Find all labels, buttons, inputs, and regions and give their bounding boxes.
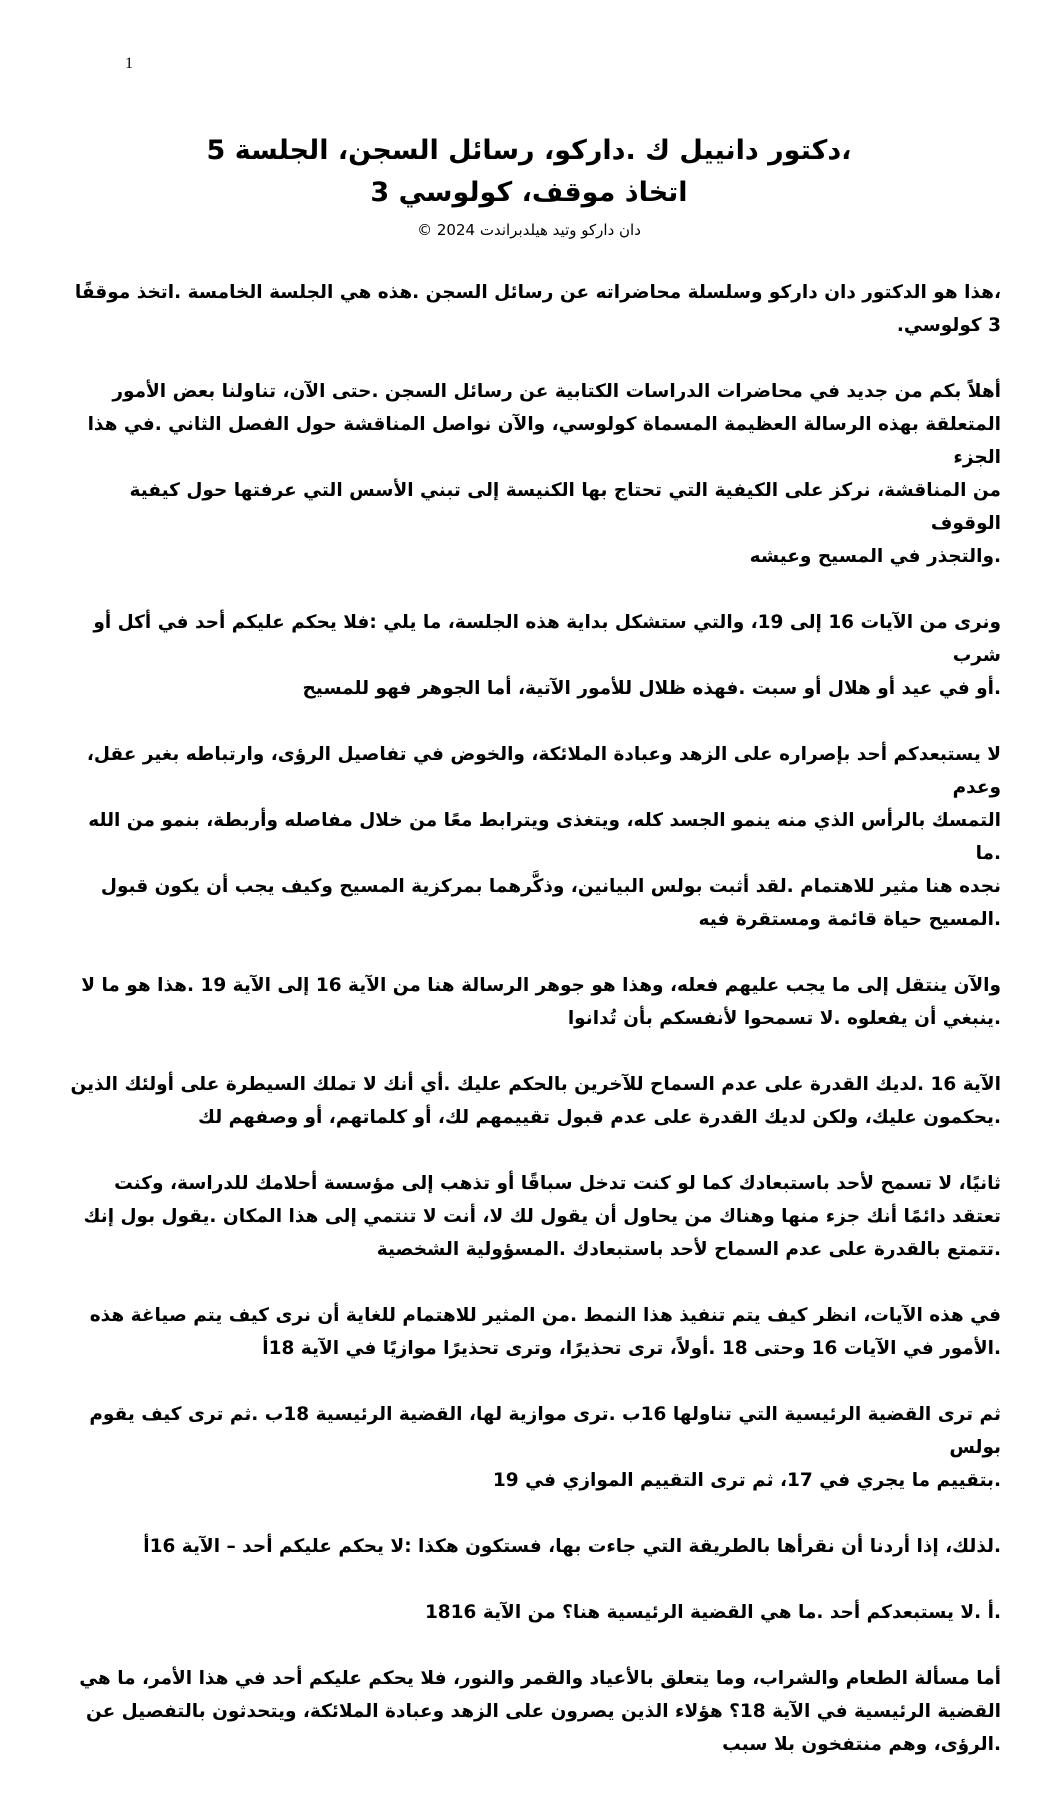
title-line-2: اتخاذ موقف، كولوسي 3 — [370, 177, 688, 208]
paragraph-line: 3 كولوسي. — [896, 315, 1001, 336]
paragraph-line: من المناقشة، نركز على الكيفية التي تحتاج بها الكنيسة إلى تبني الأسس التي عرفتها حول كيفية الوقوف — [129, 480, 1001, 534]
paragraph-line: القضية الرئيسية في الآية 18؟ هؤلاء الذين يصرون على الزهد وعبادة الملائكة، ويتحدثون بالتفصيل عن — [85, 1701, 1001, 1722]
paragraph — [57, 738, 1001, 936]
title-line-1: ،دكتور دانييل ك .داركو، رسائل السجن، الجلسة 5 — [206, 135, 852, 166]
paragraph-line: لا يستبعدكم أحد بإصراره على الزهد وعبادة الملائكة، والخوض في تفاصيل الرؤى، وارتباطه بغير عقل، وعدم — [86, 744, 1001, 798]
paragraph-line: .أو في عيد أو هلال أو سبت .فهذه ظلال للأمور الآتية، أما الجوهر فهو للمسيح — [302, 678, 1001, 699]
paragraph-line: في هذه الآيات، انظر كيف يتم تنفيذ هذا النمط .من المثير للاهتمام للغاية أن نرى كيف يتم صياغة هذه — [89, 1305, 1001, 1326]
paragraph-line: أما مسألة الطعام والشراب، وما يتعلق بالأعياد والقمر والنور، فلا يحكم عليكم أحد في هذا الأمر، ما هي — [79, 1668, 1001, 1689]
paragraph-line: .الرؤى، وهم منتفخون بلا سبب — [722, 1734, 1001, 1755]
paragraph-line: .يحكمون عليك، ولكن لديك القدرة على عدم قبول تقييمهم لك، أو كلماتهم، أو وصفهم لك — [198, 1107, 1001, 1128]
paragraph-line: .الأمور في الآيات 16 وحتى 18 .أولاً، ترى تحذيرًا، وترى تحذيرًا موازيًا في الآية 18أ — [262, 1338, 1001, 1359]
paragraph-line: الآية 16 .لديك القدرة على عدم السماح للآخرين بالحكم عليك .أي أنك لا تملك السيطرة على أولئك الذين — [70, 1074, 1001, 1095]
paragraph — [57, 1068, 1001, 1134]
paragraph-line: ثم ترى القضية الرئيسية التي تناولها 16ب .ترى موازية لها، القضية الرئيسية 18ب .ثم ترى كيف يقوم بولس — [89, 1404, 1001, 1458]
paragraph-line: .والتجذر في المسيح وعيشه — [749, 546, 1001, 567]
page-number: 1 — [125, 55, 133, 72]
paragraph-line: .تتمتع بالقدرة على عدم السماح لأحد باستبعادك .المسؤولية الشخصية — [376, 1239, 1001, 1260]
paragraph-line: والآن ينتقل إلى ما يجب عليهم فعله، وهذا هو جوهر الرسالة هنا من الآية 16 إلى الآية 19 .هذا هو ما لا — [81, 975, 1001, 996]
paragraph — [57, 1167, 1001, 1266]
paragraph-line: نجده هنا مثير للاهتمام .لقد أثبت بولس البيانين، وذكَّرهما بمركزية المسيح وكيف يجب أن يكون قبول — [100, 876, 1001, 897]
paragraph — [57, 1662, 1001, 1761]
paragraph — [57, 606, 1001, 705]
paragraph-line: .لذلك، إذا أردنا أن نقرأها بالطريقة التي جاءت بها، فستكون هكذا :لا يحكم عليكم أحد – الآية 16أ — [143, 1536, 1001, 1557]
paragraph — [57, 1596, 1001, 1629]
paragraph-line: .ينبغي أن يفعلوه .لا تسمحوا لأنفسكم بأن تُدانوا — [567, 1008, 1001, 1029]
paragraph-line: .أ .لا يستبعدكم أحد .ما هي القضية الرئيسية هنا؟ من الآية 1816 — [424, 1602, 1001, 1623]
paragraph — [57, 1398, 1001, 1497]
paragraph-line: التمسك بالرأس الذي منه ينمو الجسد كله، ويتغذى ويترابط معًا من خلال مفاصله وأربطة، بنمو من الله .ما — [88, 810, 1001, 864]
paragraph-line: ،هذا هو الدكتور دان داركو وسلسلة محاضراته عن رسائل السجن .هذه هي الجلسة الخامسة .اتخذ موقفًا — [74, 282, 1001, 303]
paragraph-line: المتعلقة بهذه الرسالة العظيمة المسماة كولوسي، والآن نواصل المناقشة حول الفصل الثاني .في هذا الجزء — [87, 414, 1001, 468]
paragraph-line: ونرى من الآيات 16 إلى 19، والتي ستشكل بداية هذه الجلسة، ما يلي :فلا يحكم عليكم أحد في أكل أو شرب — [93, 612, 1001, 666]
paragraph-line: تعتقد دائمًا أنك جزء منها وهناك من يحاول أن يقول لك لا، أنت لا تنتمي إلى هذا المكان .يقول بول إنك — [83, 1206, 1001, 1227]
paragraph — [57, 276, 1001, 342]
paragraph-line: .المسيح حياة قائمة ومستقرة فيه — [698, 909, 1001, 930]
document-content — [57, 130, 1001, 1794]
body-paragraphs — [57, 276, 1001, 1761]
copyright-line: دان داركو وتيد هيلدبراندت 2024 © — [417, 221, 641, 239]
paragraph-line: ثانيًا، لا تسمح لأحد باستبعادك كما لو كنت تدخل سباقًا أو تذهب إلى مؤسسة أحلامك للدراسة، وكنت — [114, 1173, 1001, 1194]
paragraph — [57, 375, 1001, 573]
paragraph — [57, 1299, 1001, 1365]
paragraph — [57, 969, 1001, 1035]
paragraph — [57, 1530, 1001, 1563]
paragraph-line: أهلاً بكم من جديد في محاضرات الدراسات الكتابية عن رسائل السجن .حتى الآن، تناولنا بعض الأمور — [112, 381, 1001, 402]
document-title — [57, 130, 1001, 214]
paragraph-line: .بتقييم ما يجري في 17، ثم ترى التقييم الموازي في 19 — [492, 1470, 1001, 1491]
